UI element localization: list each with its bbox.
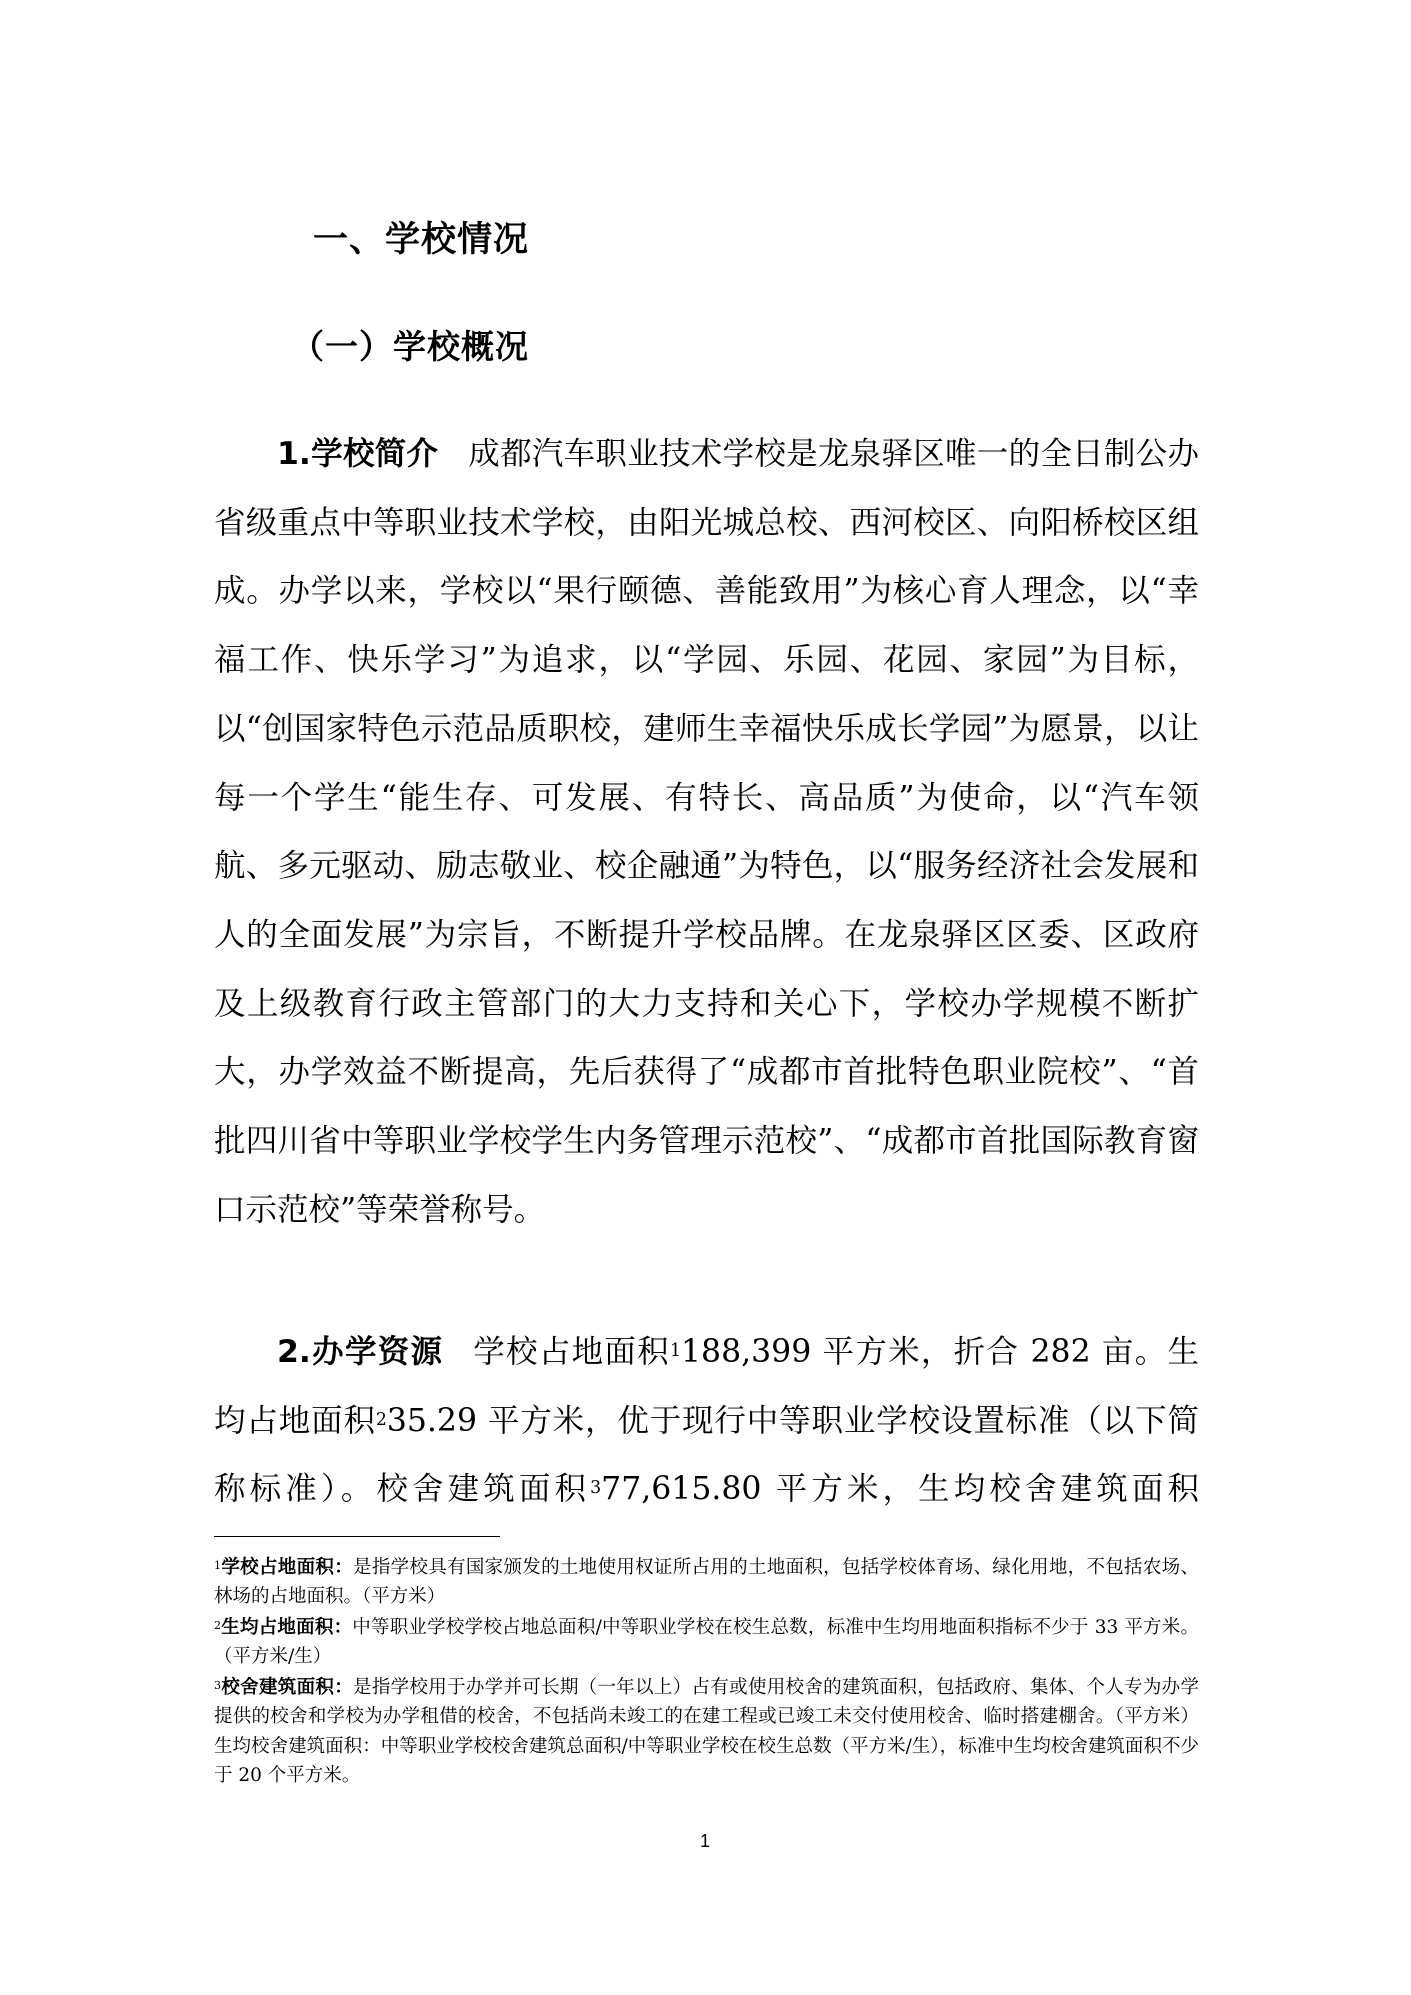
resources-text-3: 35.29 平方米，优于现行中等职业学校设置标准（以下简称标准）。校舍建筑面积 [214,1402,1199,1508]
page-number: 1 [699,1831,710,1851]
footnote-text: 是指学校具有国家颁发的土地使用权证所占用的土地面积，包括学校体育场、绿化用地，不包括农场、林场的占地面积。（平方米） [214,1557,1199,1608]
resources-text-4: 77,615.80 平方米，生均校舍建筑面积 [601,1471,1199,1508]
footnote-number: 2 [214,1618,222,1632]
footnote-2 [214,1613,1199,1673]
intro-lead: 1.学校简介 [277,436,439,472]
footnote-ref-3[interactable]: 3 [590,1478,602,1499]
section-heading: 一、学校情况 [313,220,530,260]
footnote-ref-2[interactable]: 2 [375,1409,387,1430]
footnote-number: 3 [214,1678,222,1692]
footnote-ref-1[interactable]: 1 [669,1340,681,1361]
footnote-term: 学校占地面积： [221,1557,354,1578]
intro-text: 成都汽车职业技术学校是龙泉驿区唯一的全日制公办省级重点中等职业技术学校，由阳光城总校、西河校区、向阳桥校区组成。办学以来，学校以“果行颐德、善能致用”为核心育人理念，以“幸福工作、快乐学习”为追求，以“学园、乐园、花园、家园”为目标，以“创国家特色示范品质职校，建师生幸福快乐成长学园”为愿景，以让每一个学生“能生存、可发展、有特长、高品质”为使命，以“汽车领航、多元驱动、励志敬业、校企融通”为特色，以“服务经济社会发展和人的全面发展”为宗旨，不断提升学校品牌。在龙泉驿区区委、区政府及上级教育行政主管部门的大力支持和关心下，学校办学规模不断扩大，办学效益不断提高，先后获得了“成都市首批特色职业院校”、“首批四川省中等职业学校学生内务管理示范校”、“成都市首批国际教育窗口示范校”等荣誉称号。 [214,436,1199,1228]
resources-text-2: 188,399 平方米，折合 282 亩。生均占地面积 [214,1334,1199,1439]
footnote-divider [214,1536,500,1537]
footnote-3 [214,1673,1199,1793]
subsection-heading: （一）学校概况 [291,327,529,366]
footnote-1 [214,1553,1199,1613]
footnote-term: 生均占地面积： [221,1617,353,1638]
footnote-term: 校舍建筑面积： [221,1677,354,1698]
footnote-text: 中等职业学校学校占地总面积/中等职业学校在校生总数，标准中生均用地面积指标不少于 33 平方米。（平方米/生） [214,1617,1199,1668]
resources-lead: 2.办学资源 [277,1334,444,1370]
resources-paragraph [214,1318,1199,1530]
footnote-number: 1 [214,1558,222,1572]
intro-paragraph [214,420,1199,1318]
footnote-text: 是指学校用于办学并可长期（一年以上）占有或使用校舍的建筑面积，包括政府、集体、个人专为办学提供的校舍和学校为办学租借的校舍，不包括尚未竣工的在建工程或已竣工未交付使用校舍、临时搭建棚舍。（平方米）生均校舍建筑面积：中等职业学校校舍建筑总面积/中等职业学校在校生总数（平方米/生），标准中生均校舍建筑面积不少于 20 个平方米。 [214,1677,1199,1787]
resources-text-1: 学校占地面积 [473,1334,670,1370]
